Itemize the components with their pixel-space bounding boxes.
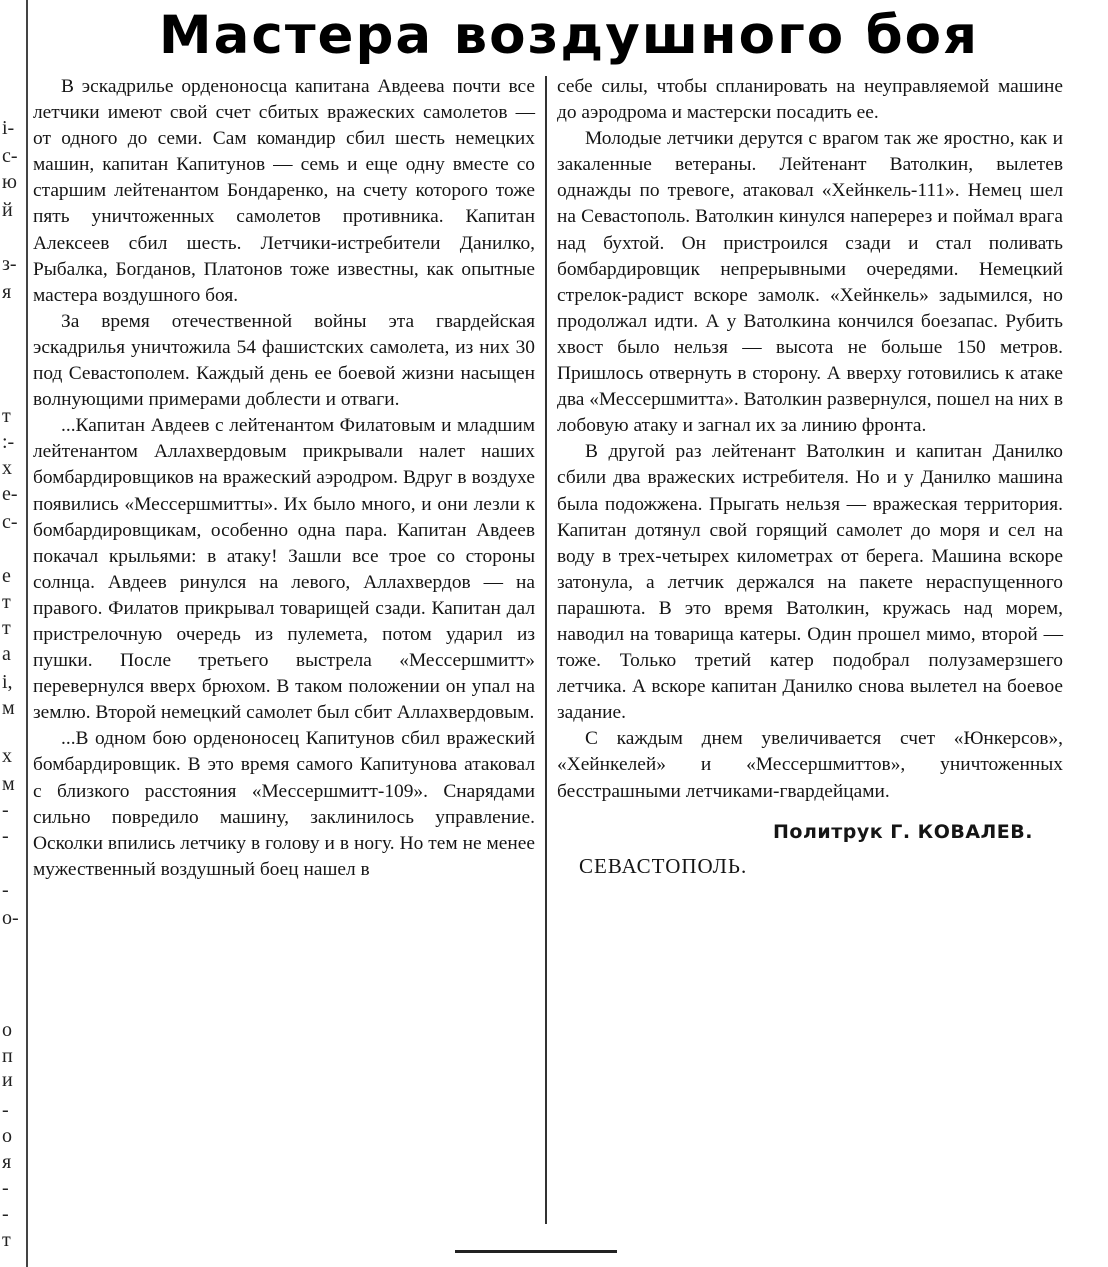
fragment: - xyxy=(2,879,9,901)
article-column-right xyxy=(557,74,1063,879)
author-signature: Политрук Г. КОВАЛЕВ. xyxy=(773,820,1033,843)
dateline: СЕВАСТОПОЛЬ. xyxy=(579,853,748,878)
fragment: и xyxy=(2,1069,13,1091)
paragraph-continuation: себе силы, чтобы спланировать на неуправляемой машине до аэродрома и мастерски посадить ее. xyxy=(557,76,1063,124)
paragraph: За время отечественной войны эта гвардейская эскадрилья уничтожила 54 фашистских самолета, из них 30 под Севастополем. Каждый день ее боевой жизни насыщен волнующими примерами доблести и отваги. xyxy=(33,310,535,411)
fragment: х xyxy=(2,457,12,479)
fragment: з- xyxy=(2,253,17,275)
fragment: о- xyxy=(2,907,19,929)
fragment: - xyxy=(2,1177,9,1199)
fragment: х xyxy=(2,745,12,767)
fragment: - xyxy=(2,799,9,821)
article-headline: Мастера воздушного боя xyxy=(158,5,980,66)
fragment: - xyxy=(2,1203,9,1225)
fragment: і, xyxy=(2,671,13,693)
paragraph: С каждым днем увеличивается счет «Юнкерсов», «Хейнкелей» и «Мессершмиттов», уничтоженных бесстрашными летчиками-гвардейцами. xyxy=(557,728,1063,802)
article-column-left xyxy=(33,74,535,883)
fragment: й xyxy=(2,199,13,221)
fragment: о xyxy=(2,1019,12,1041)
paragraph: ...Капитан Авдеев с лейтенантом Филатовым и младшим лейтенантом Аллахвердовым прикрывали налет наших бомбардировщиков на вражеский аэродром. Вдруг в воздухе появились «Мессершмитты». Их было много, и они лезли к бомбардировщикам, особенно одна пара. Капитан Авдеев покачал крыльями: в атаку! Зашли все трое со стороны солнца. Авдеев ринулся на левого, Аллахвердов — на правого. Филатов прикрывал товарищей сзади. Капитан дал пристрелочную очередь из пулемета, потом ударил из пушки. После третьего выстрела «Мессершмитт» перевернулся вверх брюхом. В таком положении он упал на землю. Второй немецкий самолет был сбит Аллахвердовым. xyxy=(33,415,535,724)
fragment: м xyxy=(2,697,15,719)
fragment: е xyxy=(2,565,11,587)
fragment: т xyxy=(2,1229,11,1251)
paragraph: В другой раз лейтенант Ватолкин и капитан Данилко сбили два вражеских истребителя. Но и у Данилко машина была подожжена. Прыгать нельзя — вражеская территория. Капитан дотянул свой горящий самолет до моря и сел на воду в трех-четырех километрах от берега. Машина вскоре затонула, а летчик держался на пакете нераспущенного парашюта. В это время Ватолкин, кружась над морем, наводил на товарища катеры. Один прошел мимо, второй — тоже. Только третий катер подобрал полузамерзшего летчика. А вскоре капитан Данилко снова вылетел на боевое задание. xyxy=(557,441,1063,724)
fragment: ю xyxy=(2,171,17,193)
fragment: о xyxy=(2,1125,12,1147)
fragment: :- xyxy=(2,431,15,453)
end-rule xyxy=(455,1250,617,1253)
column-divider xyxy=(545,76,547,1224)
column-rule xyxy=(26,0,28,1267)
fragment: е- xyxy=(2,483,18,505)
fragment: п xyxy=(2,1045,13,1067)
fragment: с- xyxy=(2,511,18,533)
fragment: т xyxy=(2,591,11,613)
fragment: і- xyxy=(2,117,15,139)
fragment: - xyxy=(2,1099,9,1121)
fragment: т xyxy=(2,617,11,639)
fragment: с- xyxy=(2,145,18,167)
fragment: - xyxy=(2,825,9,847)
fragment: м xyxy=(2,773,15,795)
fragment: а xyxy=(2,643,11,665)
adjacent-column-fragments xyxy=(0,0,22,1267)
paragraph: ...В одном бою орденоносец Капитунов сбил вражеский бомбардировщик. В это время самого Капитунова атаковал с близкого расстояния «Мессершмитт-109». Снарядами сильно повредило машину, заклинилось управление. Осколки впились летчику в голову и в ногу. Но тем не менее мужественный воздушный боец нашел в xyxy=(33,728,535,880)
paragraph: Молодые летчики дерутся с врагом так же яростно, как и закаленные ветераны. Лейтенант Ватолкин, вылетев однажды по тревоге, атаковал «Хейнкель-111». Немец шел на Севастополь. Ватолкин кинулся наперерез и поймал врага над бухтой. Он пристроился сзади и стал поливать бомбардировщик непрерывными очередями. Немецкий стрелок-радист вскоре замолк. «Хейнкель» задымился, но продолжал идти. А у Ватолкина кончился боезапас. Рубить хвост было нельзя — высота не больше 150 метров. Пришлось отвернуть в сторону. А вверху готовились к атаке два «Мессершмитта». Ватолкин развернулся, пошел на них в лобовую атаку и загнал их за линию фронта. xyxy=(557,128,1063,437)
paragraph: В эскадрилье орденоносца капитана Авдеева почти все летчики имеют свой счет сбитых вражеских самолетов — от одного до семи. Сам командир сбил шесть немецких машин, капитан Капитунов — семь и еще одну вместе со старшим лейтенантом Бондаренко, на счету которого тоже пять уничтоженных самолетов противника. Капитан Алексеев сбил шесть. Летчики-истребители Данилко, Рыбалка, Богданов, Платонов тоже известны, как опытные мастера воздушного боя. xyxy=(33,76,535,306)
fragment: я xyxy=(2,281,12,303)
fragment: т xyxy=(2,405,11,427)
fragment: я xyxy=(2,1151,12,1173)
